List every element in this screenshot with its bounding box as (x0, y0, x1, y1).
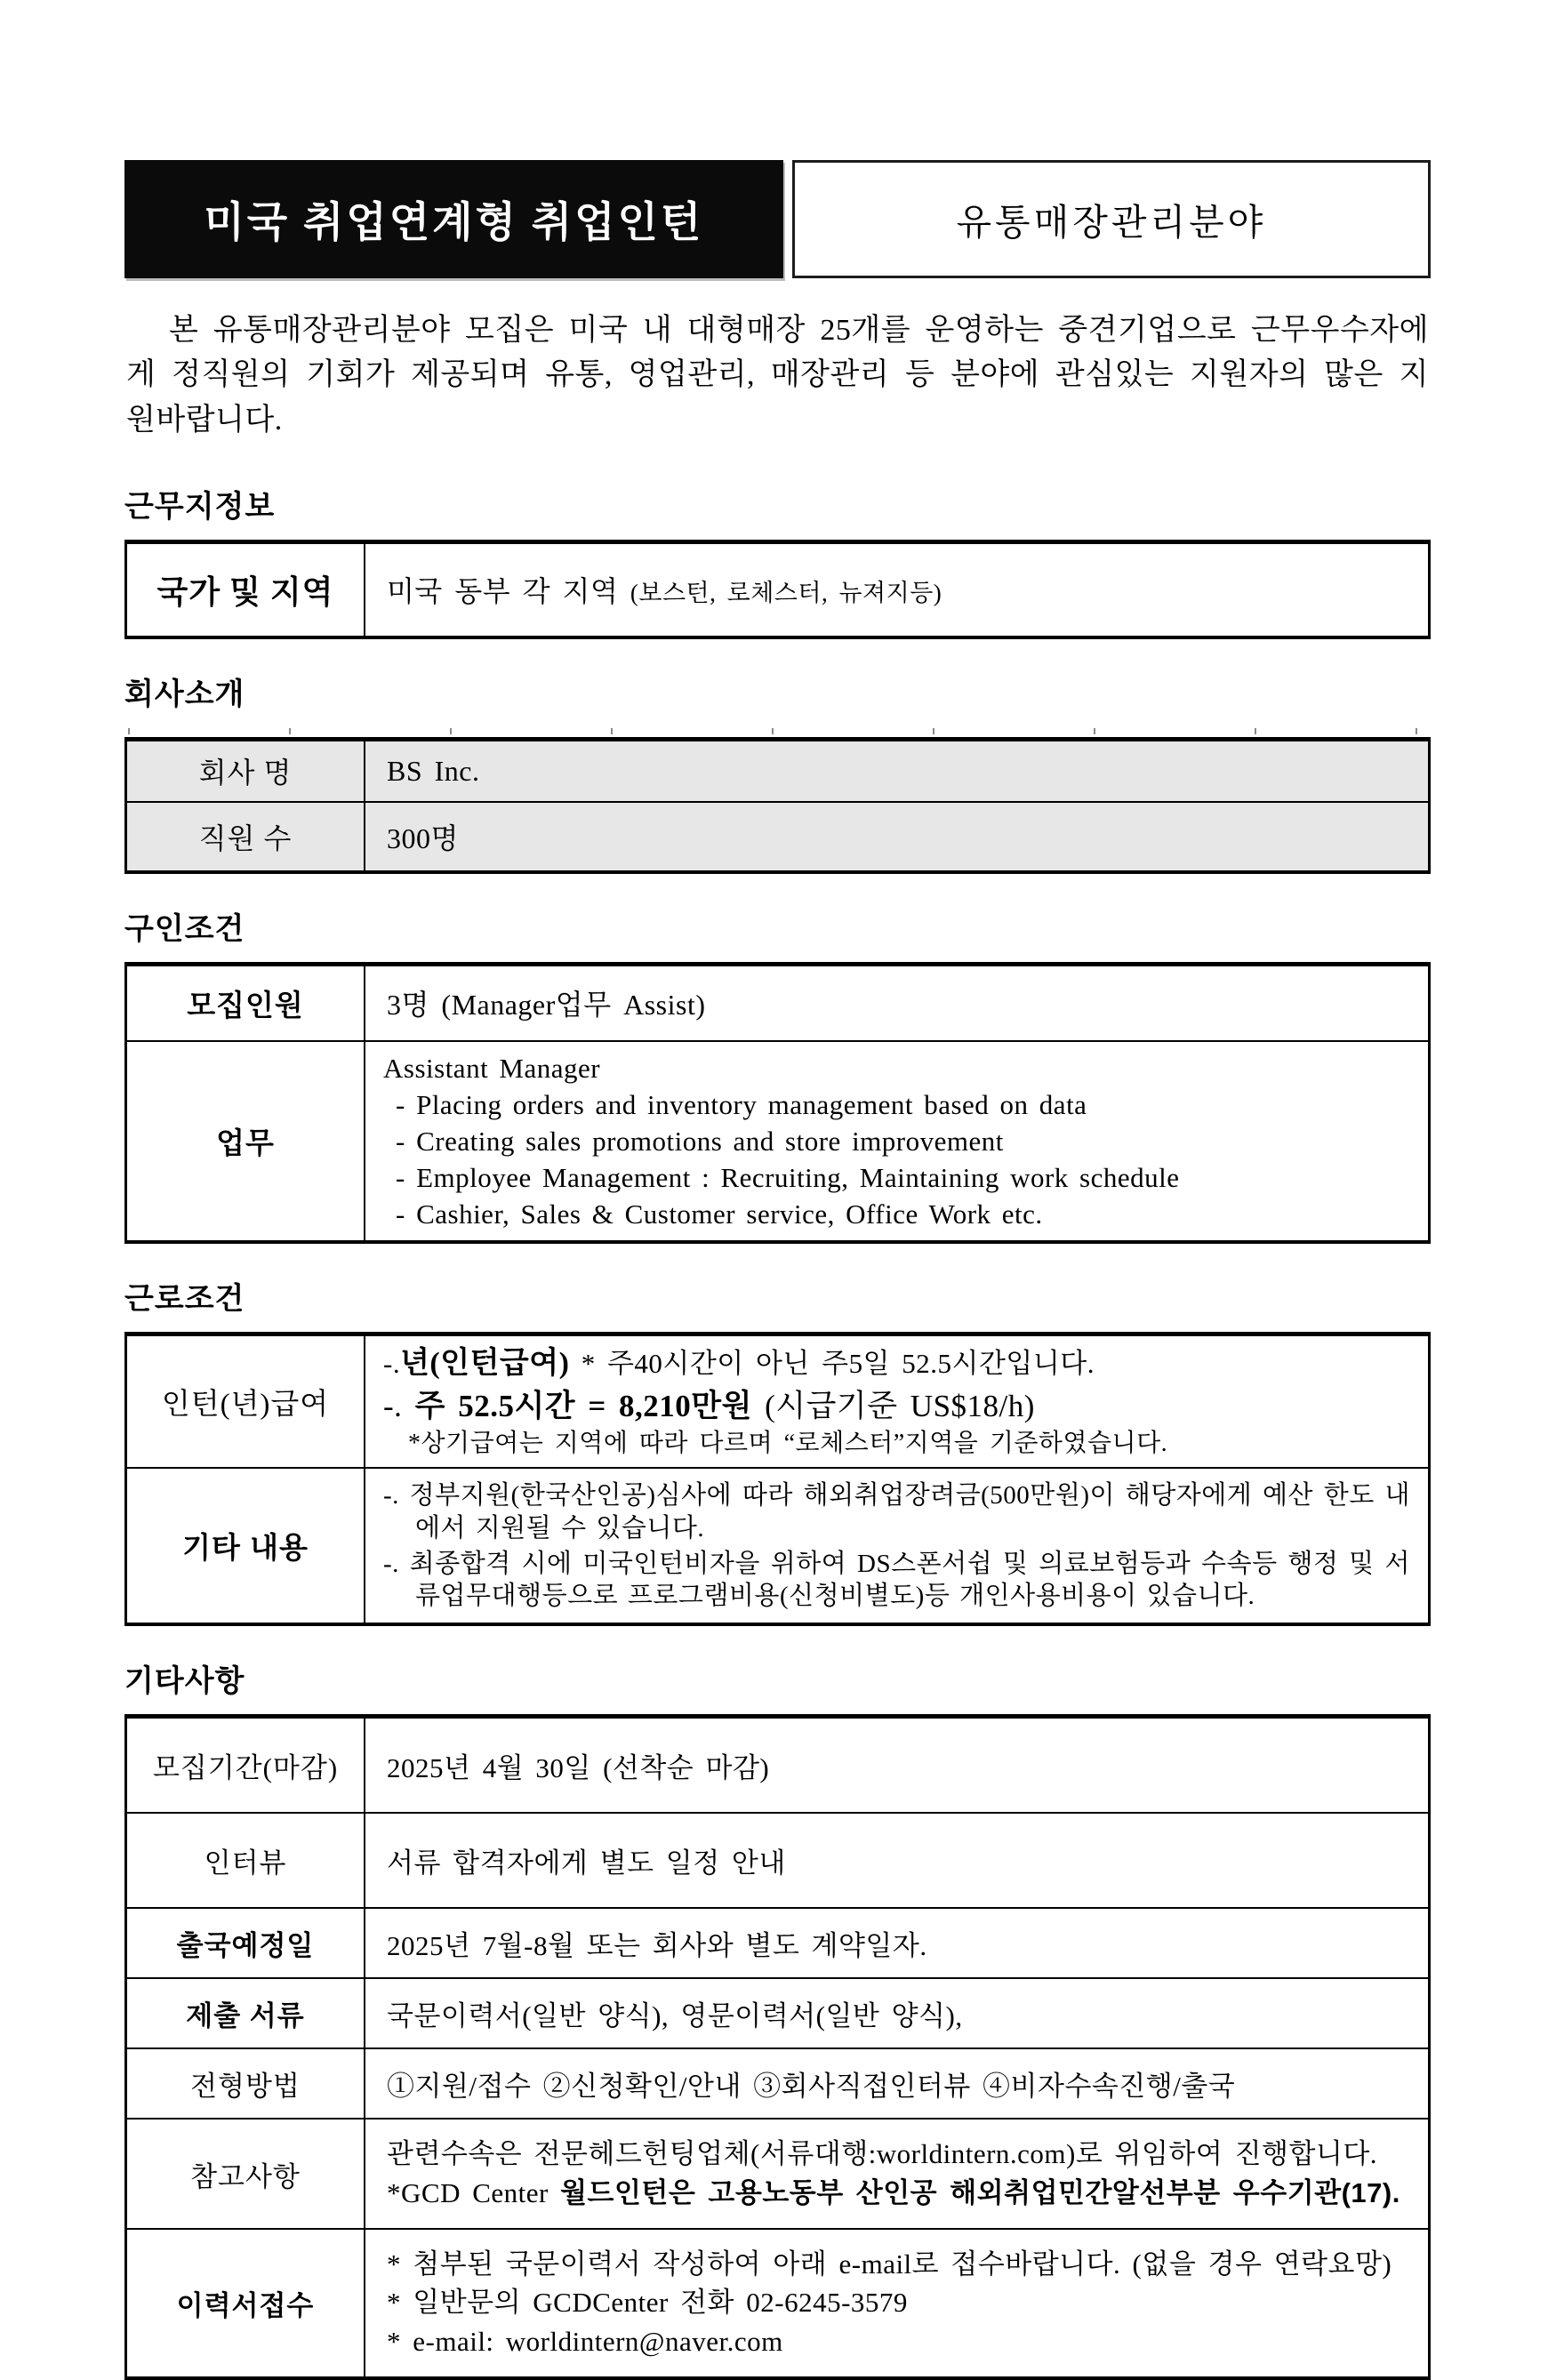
table-row (126, 802, 1430, 872)
salary-line-1: -.년(인턴급여) * 주40시간이 아닌 주5일 52.5시간입니다. (383, 1347, 1095, 1381)
scan-ruler-artifact (126, 727, 1429, 735)
duties-value (365, 1041, 1430, 1242)
reference-line-1: 관련수속은 전문헤드헌팅업체(서류대행:worldintern.com)로 위임하여 진행합니다. (387, 2138, 1378, 2170)
salary-line-2: -. 주 52.5시간 = 8,210만원 (시급기준 US$18/h) (383, 1389, 1035, 1424)
field-title: 유통매장관리분야 (956, 202, 1267, 243)
interview-value: 서류 합격자에게 별도 일정 안내 (365, 1813, 1430, 1908)
table-row (126, 2048, 1430, 2119)
section-heading-misc: 기타사항 (124, 1664, 245, 1699)
etc-item: -. 최종합격 시에 미국인턴비자을 위하여 DS스폰서쉽 및 의료보험등과 수속등 행정 및 서류업무대행등으로 프로그램비용(신청비별도)등 개인사용비용이 있습니다. (383, 1549, 1410, 1611)
resume-submission-value (365, 2229, 1430, 2378)
departure-date-value: 2025년 7월-8월 또는 회사와 별도 계약일자. (365, 1908, 1430, 1978)
misc-table (124, 1714, 1431, 2379)
table-row (126, 964, 1430, 1041)
reference-line-2: *GCD Center 월드인턴은 고용노동부 산인공 해외취업민간알선부분 우수기관(17). (387, 2176, 1400, 2208)
deadline-label: 모집기간(마감) (126, 1717, 365, 1814)
table-row (126, 2229, 1430, 2378)
etc-value (365, 1468, 1430, 1624)
selection-process-value: ①지원/접수 ②신청확인/안내 ③회사직접인터뷰 ④비자수속진행/출국 (365, 2048, 1430, 2119)
working-conditions-table (124, 1332, 1431, 1626)
table-row (126, 1334, 1430, 1469)
interview-label: 인터뷰 (126, 1813, 365, 1908)
job-conditions-table (124, 962, 1431, 1244)
duty-item: - Creating sales promotions and store improvement (396, 1126, 1004, 1158)
table-row (126, 541, 1430, 637)
duties-label: 업무 (126, 1041, 365, 1242)
work-location-value (365, 541, 1430, 637)
recruit-count-label: 모집인원 (126, 964, 365, 1041)
table-row (126, 1908, 1430, 1978)
salary-value (365, 1334, 1430, 1469)
table-row (126, 2119, 1430, 2229)
resume-submission-label: 이력서접수 (126, 2229, 365, 2378)
resume-item: * 첨부된 국문이력서 작성하여 아래 e-mail로 접수바랍니다. (없을 경우 연락요망) (387, 2248, 1392, 2280)
table-row (126, 1813, 1430, 1908)
table-row (126, 1978, 1430, 2048)
section-heading-work-location: 근무지정보 (124, 489, 276, 524)
etc-label: 기타 내용 (126, 1468, 365, 1624)
etc-item: -. 정부지원(한국산인공)심사에 따라 해외취업장려금(500만원)이 해당자에게 예산 한도 내에서 지원될 수 있습니다. (383, 1481, 1410, 1543)
table-row (126, 739, 1430, 802)
resume-item: * e-mail: worldintern@naver.com (387, 2325, 783, 2357)
work-location-label: 국가 및 지역 (126, 541, 365, 637)
work-location-table (124, 540, 1431, 639)
duty-item: - Employee Management : Recruiting, Maintaining work schedule (396, 1162, 1180, 1194)
required-documents-value: 국문이력서(일반 양식), 영문이력서(일반 양식), (365, 1978, 1430, 2048)
field-title-box (792, 160, 1431, 278)
document-header (124, 160, 1431, 278)
work-location-value-note: (보스턴, 로체스터, 뉴져지등) (630, 580, 942, 607)
section-heading-working-conditions: 근로조건 (124, 1282, 245, 1317)
recruit-count-value: 3명 (Manager업무 Assist) (365, 964, 1430, 1041)
table-row (126, 1468, 1430, 1624)
salary-label: 인턴(년)급여 (126, 1334, 365, 1469)
required-documents-label: 제출 서류 (126, 1978, 365, 2048)
resume-item: * 일반문의 GCDCenter 전화 02-6245-3579 (387, 2287, 908, 2319)
employee-count-value: 300명 (365, 802, 1430, 872)
company-name-value: BS Inc. (365, 739, 1430, 802)
reference-label: 참고사항 (126, 2119, 365, 2229)
program-title-box (124, 160, 783, 278)
company-table (124, 737, 1431, 874)
program-title: 미국 취업연계형 취업인턴 (204, 200, 704, 246)
work-location-value-main: 미국 동부 각 지역 (387, 575, 619, 608)
deadline-value: 2025년 4월 30일 (선착순 마감) (365, 1717, 1430, 1814)
duty-item: - Placing orders and inventory management based on data (396, 1088, 1087, 1120)
departure-date-label: 출국예정일 (126, 1908, 365, 1978)
salary-line-3: *상기급여는 지역에 따라 다르며 “로체스터”지역을 기준하였습니다. (408, 1430, 1168, 1458)
table-row (126, 1717, 1430, 1814)
intro-paragraph: 본 유통매장관리분야 모집은 미국 내 대형매장 25개를 운영하는 중견기업으로 근무우수자에게 정직원의 기회가 제공되며 유통, 영업관리, 매장관리 등 분야에 관심있는 지원자의 많은 지원바랍니다. (126, 314, 1429, 437)
selection-process-label: 전형방법 (126, 2048, 365, 2119)
employee-count-label: 직원 수 (126, 802, 365, 872)
section-heading-job-conditions: 구인조건 (124, 911, 245, 946)
company-name-label: 회사 명 (126, 739, 365, 802)
table-row (126, 1041, 1430, 1242)
reference-value (365, 2119, 1430, 2229)
duty-item: - Cashier, Sales & Customer service, Office Work etc. (396, 1198, 1043, 1230)
duties-title: Assistant Manager (383, 1052, 601, 1084)
section-heading-company: 회사소개 (124, 677, 245, 711)
